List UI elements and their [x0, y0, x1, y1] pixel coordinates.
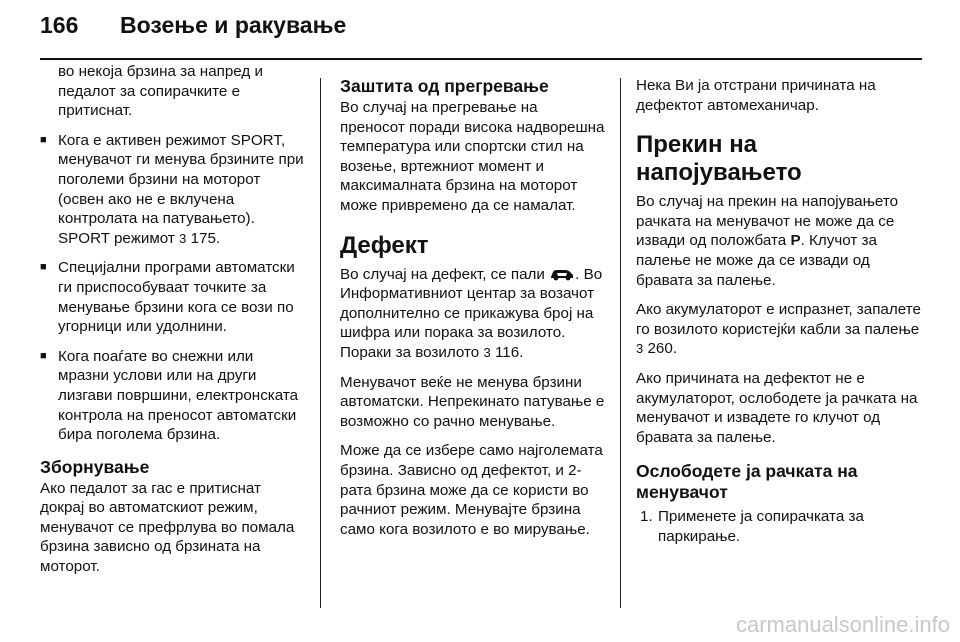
page-ref: 175.	[190, 229, 221, 247]
section-heading: Прекин на напојувањето	[636, 131, 802, 187]
list-item	[636, 507, 922, 546]
watermark: carmanualsonline.info	[735, 612, 950, 637]
section-heading: Зборнување	[40, 456, 150, 477]
paragraph-text: . Клучот за палење не може да се извади од бравата за палење.	[636, 232, 877, 289]
page-ref: 116.	[494, 343, 524, 361]
step-list	[636, 507, 922, 546]
paragraph	[636, 300, 922, 359]
page-title: Возење и ракување	[120, 12, 347, 38]
car-wrench-warning-icon	[549, 267, 575, 281]
column-divider-2	[620, 78, 621, 608]
list-item-text: Специјални програми автоматски ги приспособуваат точките за менување брзини кога се вози по угорници или удолнини.	[58, 259, 295, 336]
section-heading: Заштита од прегревање	[340, 76, 549, 96]
paragraph: Нека Ви ја отстрани причината на дефектот автомеханичар.	[636, 77, 876, 114]
header-rule	[40, 58, 922, 60]
paragraph: Може да се избере само најголемата брзина. Зависно од дефектот, и 2-рата брзина може да се користи во рачниот режим. Менувајте брзина само кога возилото е во мирување.	[340, 442, 603, 538]
list-item	[40, 131, 306, 249]
arrow-ref-icon: 3	[483, 344, 491, 360]
gear-position-label: P	[790, 232, 801, 250]
paragraph-text: Ако акумулаторот е испразнет, запалете го возилото користејќи кабли за палење	[636, 301, 921, 338]
bullet-list	[40, 131, 306, 445]
arrow-ref-icon: 3	[636, 341, 644, 357]
step-number: 1.	[640, 508, 653, 526]
paragraph: Во случај на прегревање на преносот поради висока надворешна температура или спортски стил на возење, вртежниот момент и максималната брзина на моторот може привремено да се намалат.	[340, 99, 605, 214]
page-number: 166	[40, 12, 79, 38]
paragraph	[340, 265, 606, 363]
column-2	[340, 62, 606, 549]
paragraph: Ако педалот за гас е притиснат докрај во автоматскиот режим, менувачот се префрлува во помала брзина зависно од брзината на моторот.	[40, 479, 295, 576]
paragraph	[636, 192, 922, 290]
paragraph-text: Во случај на дефект, се пали	[340, 265, 545, 283]
paragraph-text: Во случај на прекин на напојувањето рачката на менувачот не може да се извади од положбата	[636, 193, 899, 250]
paragraph: Ако причината на дефектот не е акумулаторот, ослободете ја рачката на менувачот и извадете го клучот од бравата за палење.	[636, 369, 918, 446]
arrow-ref-icon: 3	[179, 230, 187, 246]
step-text: Применете ја сопирачката за паркирање.	[658, 508, 864, 545]
section-heading: Ослободете ја рачката на менувачот	[636, 461, 858, 503]
page-ref: 260.	[647, 340, 678, 358]
list-item	[40, 258, 306, 336]
section-heading: Дефект	[340, 231, 429, 259]
list-item-text: Кога е активен режимот SPORT, менувачот ги менува брзините при поголеми брзини на моторот (освен ако не е вклучена контролата на патувањето). SPORT режимот	[58, 131, 304, 247]
list-item-text: Кога поаѓате во снежни или мразни услови или на други лизгави површини, електронската контрола на преносот автоматски бира поголема брзина.	[58, 347, 299, 444]
column-1	[40, 62, 306, 587]
paragraph: Менувачот веќе не менува брзини автоматски. Непрекинато патување е возможно со рачно менување.	[340, 373, 605, 430]
paragraph-text: . Во Информативниот центар за возачот дополнително се прикажува број на шифра или порака за возилото. Пораки за возилото	[340, 265, 603, 361]
intro-text: во некоја брзина за напред и педалот за сопирачките е притиснат.	[58, 63, 263, 120]
column-divider-1	[320, 78, 321, 608]
list-item	[40, 347, 306, 445]
column-3	[636, 62, 922, 557]
